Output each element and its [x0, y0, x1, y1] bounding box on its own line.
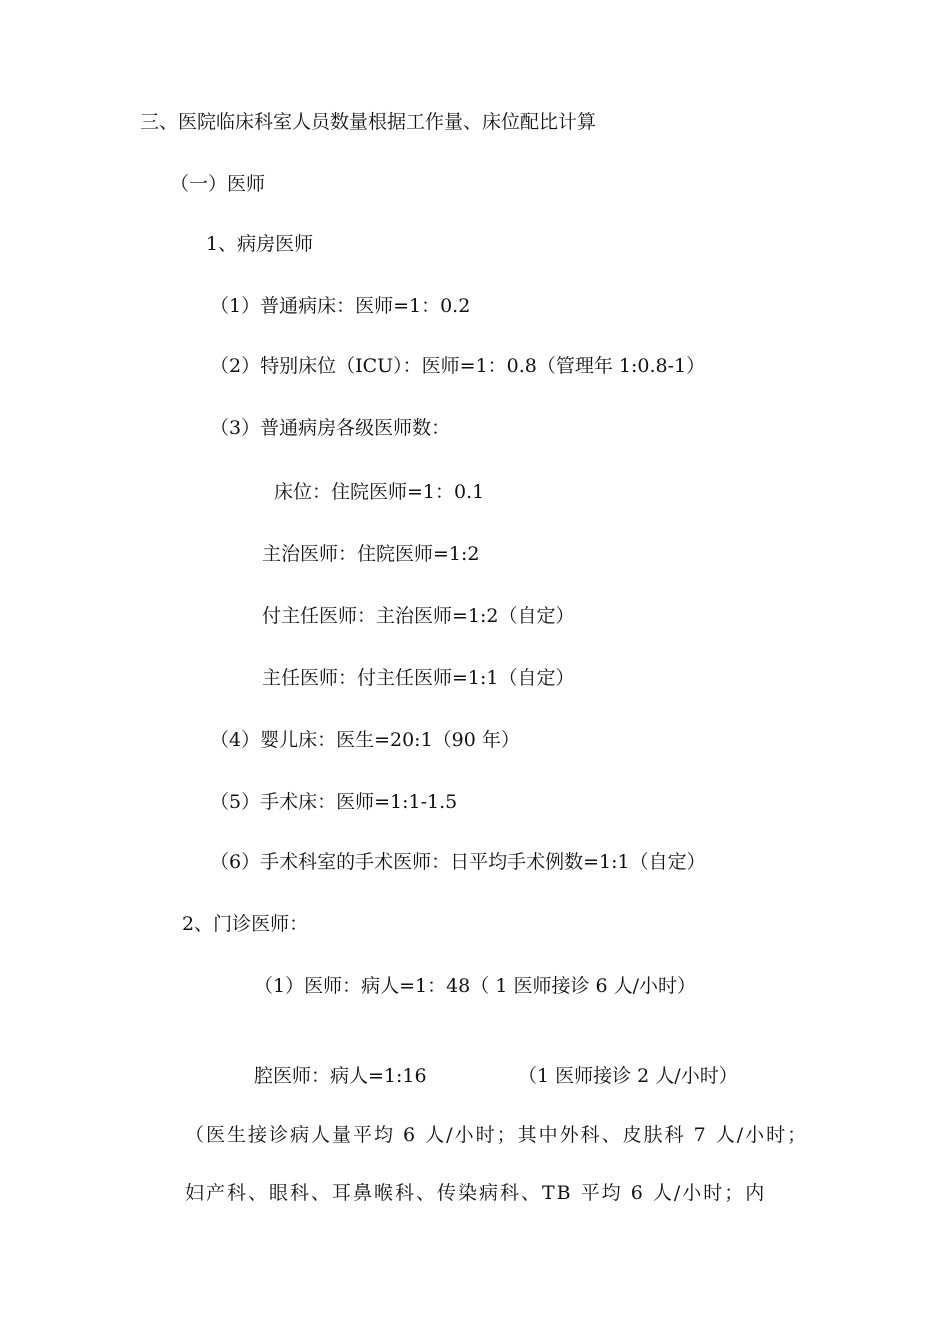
item2-oral-left-text: 腔医师：病人=1:16 [254, 1065, 427, 1087]
section-heading: 三、医院临床科室人员数量根据工作量、床位配比计算 [140, 111, 597, 133]
note-paragraph: （医生接诊病人量平均 6 人/小时；其中外科、皮肤科 7 人/小时；妇产科、眼科、耳鼻喉科、传染病科、TB 平均 6 人/小时；内 [185, 1124, 809, 1204]
ratio-associate-text: 付主任医师：主治医师=1:2（自定） [262, 605, 575, 627]
item1-5-text: （5）手术床：医师=1:1-1.5 [210, 791, 458, 813]
ratio-chief-text: 主任医师：付主任医师=1:1（自定） [262, 667, 575, 689]
item1-1-text: （1）普通病床：医师=1：0.2 [210, 295, 471, 317]
ratio-bed-text: 床位：住院医师=1：0.1 [274, 481, 485, 503]
item1-6-text: （6）手术科室的手术医师：日平均手术例数=1:1（自定） [210, 851, 706, 873]
item1-4-text: （4）婴儿床：医生=20:1（90 年） [210, 729, 520, 751]
item1-3-text: （3）普通病房各级医师数： [210, 417, 451, 439]
item1-heading: 1、病房医师 [206, 233, 314, 255]
item1-2-text: （2）特别床位（ICU）：医师=1：0.8（管理年 1:0.8-1） [210, 355, 706, 377]
item2-1-text: （1）医师：病人=1：48（ 1 医师接诊 6 人/小时） [254, 975, 697, 997]
item2-heading: 2、门诊医师： [182, 913, 309, 935]
subsection-heading: （一）医师 [170, 173, 266, 195]
item2-oral-right-text: （1 医师接诊 2 人/小时） [518, 1065, 738, 1087]
ratio-attending-text: 主治医师：住院医师=1:2 [262, 543, 480, 565]
